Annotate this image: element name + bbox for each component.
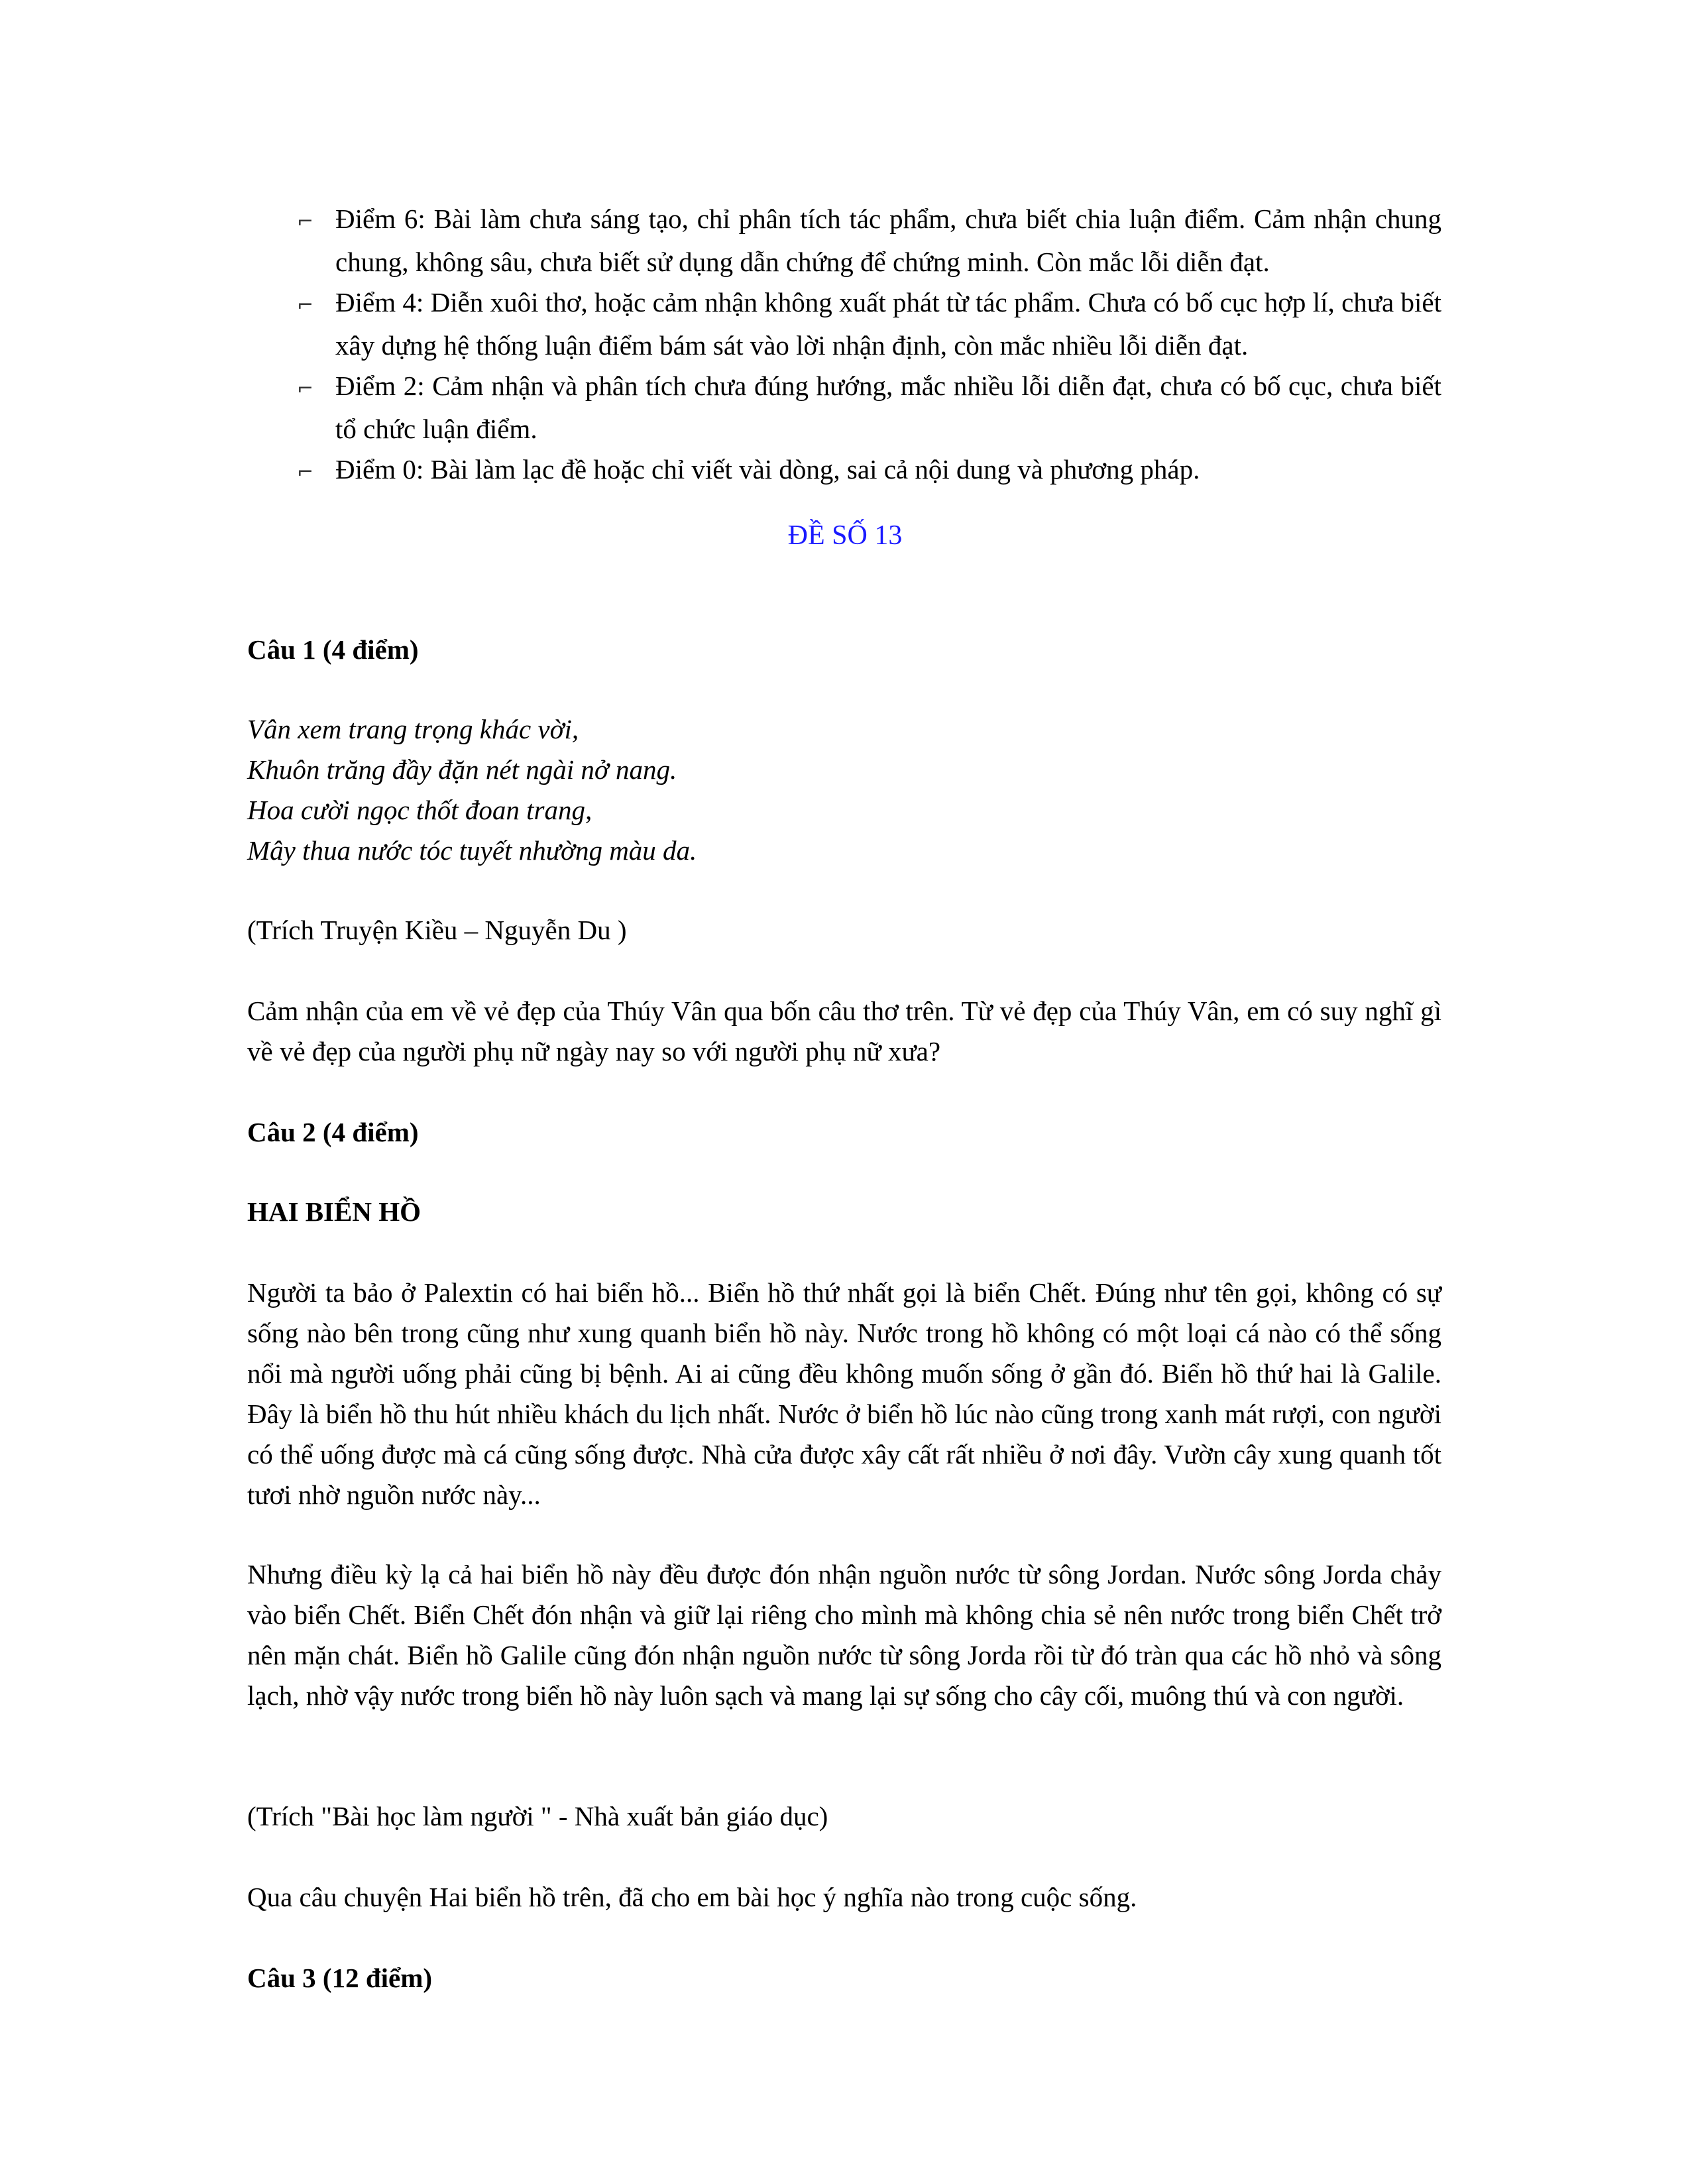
q2-heading: Câu 2 (4 điểm) bbox=[247, 1117, 419, 1147]
q2-source: (Trích "Bài học làm người " - Nhà xuất bản giáo dục) bbox=[247, 1801, 828, 1831]
poem-line-1: Vân xem trang trọng khác vời, bbox=[247, 714, 579, 744]
poem-line-2: Khuôn trăng đầy đặn nét ngài nở nang. bbox=[247, 754, 677, 785]
q2-prompt: Qua câu chuyện Hai biển hồ trên, đã cho em bài học ý nghĩa nào trong cuộc sống. bbox=[247, 1882, 1137, 1912]
q1-heading: Câu 1 (4 điểm) bbox=[247, 634, 419, 665]
grading-criteria-list bbox=[297, 199, 1441, 492]
q1-poem bbox=[247, 709, 1441, 871]
q2-paragraph-1: Người ta bảo ở Palextin có hai biển hồ... Biển hồ thứ nhất gọi là biển Chết. Đúng như tên gọi, không có sự sống nào bên trong cũng như xung quanh biển hồ này. Nước trong hồ không có một loại cá nào có thể sống nổi mà người uống phải cũng bị bệnh. Ai ai cũng đều không muốn sống ở gần đó. Biển hồ thứ hai là Galile. Đây là biển hồ thu hút nhiều khách du lịch nhất. Nước ở biển hồ lúc nào cũng trong xanh mát rượi, con người có thể uống được mà cá cũng sống được. Nhà cửa được xây cất rất nhiều ở nơi đây. Vườn cây xung quanh tốt tươi nhờ nguồn nước này... bbox=[247, 1277, 1441, 1510]
q1-source: (Trích Truyện Kiều – Nguyễn Du ) bbox=[247, 915, 627, 945]
q2-story-title: HAI BIỂN HỒ bbox=[247, 1196, 421, 1227]
grading-item-2: ⌐ Điểm 2: Cảm nhận và phân tích chưa đúng hướng, mắc nhiều lỗi diễn đạt, chưa có bố cục, chưa biết tổ chức luận điểm. bbox=[297, 366, 1441, 449]
grading-item-0: ⌐ Điểm 0: Bài làm lạc đề hoặc chỉ viết vài dòng, sai cả nội dung và phương pháp. bbox=[297, 449, 1441, 492]
q2-paragraph-2: Nhưng điều kỳ lạ cả hai biển hồ này đều được đón nhận nguồn nước từ sông Jordan. Nước sông Jorda chảy vào biển Chết. Biển Chết đón nhận và giữ lại riêng cho mình mà không chia sẻ nên nước trong biển Chết trở nên mặn chát. Biển hồ Galile cũng đón nhận nguồn nước từ sông Jorda rồi từ đó tràn qua các hồ nhỏ và sông lạch, nhờ vậy nước trong biển hồ này luôn sạch và mang lại sự sống cho cây cối, muông thú và con người. bbox=[247, 1559, 1441, 1711]
bullet-icon: ⌐ bbox=[297, 210, 314, 233]
poem-line-4: Mây thua nước tóc tuyết nhường màu da. bbox=[247, 835, 697, 866]
bullet-icon: ⌐ bbox=[297, 294, 314, 317]
q3-heading: Câu 3 (12 điểm) bbox=[247, 1963, 433, 1993]
grading-item-4: ⌐ Điểm 4: Diễn xuôi thơ, hoặc cảm nhận không xuất phát từ tác phẩm. Chưa có bố cục hợp lí, chưa biết xây dựng hệ thống luận điểm bám sát vào lời nhận định, còn mắc nhiều lỗi diễn đạt. bbox=[297, 282, 1441, 366]
poem-line-3: Hoa cười ngọc thốt đoan trang, bbox=[247, 795, 592, 825]
q1-prompt: Cảm nhận của em về vẻ đẹp của Thúy Vân qua bốn câu thơ trên. Từ vẻ đẹp của Thúy Vân, em có suy nghĩ gì về vẻ đẹp của người phụ nữ ngày nay so với người phụ nữ xưa? bbox=[247, 996, 1441, 1066]
exam-title: ĐỀ SỐ 13 bbox=[787, 520, 903, 551]
grading-item-6: ⌐ Điểm 6: Bài làm chưa sáng tạo, chỉ phân tích tác phẩm, chưa biết chia luận điểm. Cảm nhận chung chung, không sâu, chưa biết sử dụng dẫn chứng để chứng minh. Còn mắc lỗi diễn đạt. bbox=[297, 199, 1441, 282]
bullet-icon: ⌐ bbox=[297, 377, 314, 400]
bullet-icon: ⌐ bbox=[297, 461, 314, 484]
